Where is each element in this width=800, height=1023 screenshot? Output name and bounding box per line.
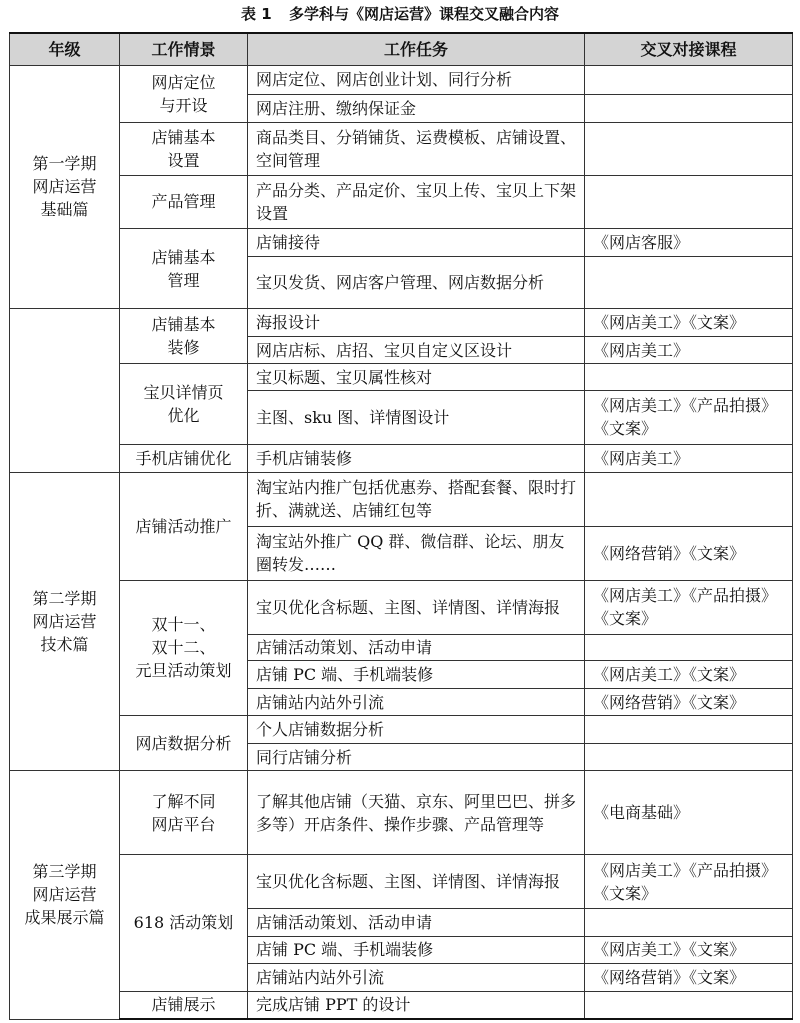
- course-cell: [585, 991, 793, 1019]
- course-cell: 《网络营销》《文案》: [585, 964, 793, 992]
- table-row: [10, 364, 793, 391]
- table-row: [10, 122, 793, 175]
- task-cell: 网店店标、店招、宝贝自定义区设计: [248, 336, 585, 364]
- table-row: [10, 580, 793, 634]
- table-row: [10, 991, 793, 1019]
- header-grade: 年级: [10, 33, 120, 65]
- task-cell: 店铺活动策划、活动申请: [248, 634, 585, 661]
- course-cell: 《网店美工》《文案》: [585, 661, 793, 689]
- course-cell: 《网店美工》《产品拍摄》《文案》: [585, 855, 793, 909]
- table-row: [10, 65, 793, 95]
- table-row: [10, 175, 793, 228]
- scenario-cell: 手机店铺优化: [120, 444, 248, 472]
- course-table: [9, 32, 793, 1020]
- grade-cell: 第三学期 网店运营 成果展示篇: [10, 771, 120, 1019]
- task-cell: 宝贝标题、宝贝属性核对: [248, 364, 585, 391]
- course-cell: 《网络营销》《文案》: [585, 526, 793, 580]
- task-cell: 店铺接待: [248, 228, 585, 257]
- header-task: 工作任务: [248, 33, 585, 65]
- task-cell: 店铺 PC 端、手机端装修: [248, 661, 585, 689]
- course-cell: 《网络营销》《文案》: [585, 688, 793, 716]
- task-cell: 了解其他店铺（天猫、京东、阿里巴巴、拼多多等）开店条件、操作步骤、产品管理等: [248, 771, 585, 855]
- task-cell: 手机店铺装修: [248, 444, 585, 472]
- course-cell: 《网店美工》《文案》: [585, 936, 793, 964]
- scenario-cell: 双十一、 双十二、 元旦活动策划: [120, 580, 248, 716]
- course-cell: [585, 175, 793, 228]
- course-cell: [585, 257, 793, 309]
- task-cell: 主图、sku 图、详情图设计: [248, 390, 585, 444]
- course-cell: [585, 472, 793, 526]
- task-cell: 海报设计: [248, 309, 585, 337]
- course-cell: 《网店美工》: [585, 444, 793, 472]
- task-cell: 宝贝发货、网店客户管理、网店数据分析: [248, 257, 585, 309]
- task-cell: 完成店铺 PPT 的设计: [248, 991, 585, 1019]
- scenario-cell: 店铺展示: [120, 991, 248, 1019]
- course-cell: [585, 122, 793, 175]
- course-cell: [585, 634, 793, 661]
- task-cell: 淘宝站外推广 QQ 群、微信群、论坛、朋友圈转发……: [248, 526, 585, 580]
- table-row: [10, 716, 793, 744]
- scenario-cell: 店铺基本 装修: [120, 309, 248, 364]
- grade-cell: [10, 309, 120, 472]
- task-cell: 产品分类、产品定价、宝贝上传、宝贝上下架设置: [248, 175, 585, 228]
- task-cell: 店铺活动策划、活动申请: [248, 909, 585, 937]
- task-cell: 店铺站内站外引流: [248, 688, 585, 716]
- table-row: [10, 444, 793, 472]
- table-row: [10, 472, 793, 526]
- scenario-cell: 产品管理: [120, 175, 248, 228]
- course-cell: 《网店美工》《文案》: [585, 309, 793, 337]
- scenario-cell: 网店定位 与开设: [120, 65, 248, 122]
- course-cell: 《网店美工》: [585, 336, 793, 364]
- scenario-cell: 店铺基本 管理: [120, 228, 248, 309]
- task-cell: 个人店铺数据分析: [248, 716, 585, 744]
- task-cell: 宝贝优化含标题、主图、详情图、详情海报: [248, 855, 585, 909]
- header-row: [10, 33, 793, 65]
- table-number: 表 1: [241, 5, 272, 23]
- task-cell: 商品类目、分销铺货、运费模板、店铺设置、空间管理: [248, 122, 585, 175]
- course-cell: [585, 65, 793, 95]
- scenario-cell: 了解不同 网店平台: [120, 771, 248, 855]
- table-title: 多学科与《网店运营》课程交叉融合内容: [288, 5, 559, 23]
- scenario-cell: 网店数据分析: [120, 716, 248, 771]
- grade-cell: 第一学期 网店运营 基础篇: [10, 65, 120, 309]
- scenario-cell: 618 活动策划: [120, 855, 248, 992]
- scenario-cell: 店铺基本 设置: [120, 122, 248, 175]
- course-cell: [585, 95, 793, 123]
- course-cell: [585, 743, 793, 771]
- scenario-cell: 宝贝详情页 优化: [120, 364, 248, 445]
- course-cell: 《网店客服》: [585, 228, 793, 257]
- table-row: [10, 309, 793, 337]
- header-course: 交叉对接课程: [585, 33, 793, 65]
- course-cell: [585, 364, 793, 391]
- task-cell: 网店定位、网店创业计划、同行分析: [248, 65, 585, 95]
- task-cell: 淘宝站内推广包括优惠券、搭配套餐、限时打折、满就送、店铺红包等: [248, 472, 585, 526]
- grade-cell: 第二学期 网店运营 技术篇: [10, 472, 120, 771]
- course-cell: 《网店美工》《产品拍摄》《文案》: [585, 390, 793, 444]
- table-caption: [0, 0, 800, 28]
- task-cell: 店铺 PC 端、手机端装修: [248, 936, 585, 964]
- header-scenario: 工作情景: [120, 33, 248, 65]
- course-cell: 《网店美工》《产品拍摄》《文案》: [585, 580, 793, 634]
- course-cell: [585, 909, 793, 937]
- table-row: [10, 855, 793, 909]
- scenario-cell: 店铺活动推广: [120, 472, 248, 580]
- table-row: [10, 228, 793, 257]
- course-cell: 《电商基础》: [585, 771, 793, 855]
- task-cell: 网店注册、缴纳保证金: [248, 95, 585, 123]
- task-cell: 宝贝优化含标题、主图、详情图、详情海报: [248, 580, 585, 634]
- task-cell: 同行店铺分析: [248, 743, 585, 771]
- task-cell: 店铺站内站外引流: [248, 964, 585, 992]
- table-row: [10, 771, 793, 855]
- course-cell: [585, 716, 793, 744]
